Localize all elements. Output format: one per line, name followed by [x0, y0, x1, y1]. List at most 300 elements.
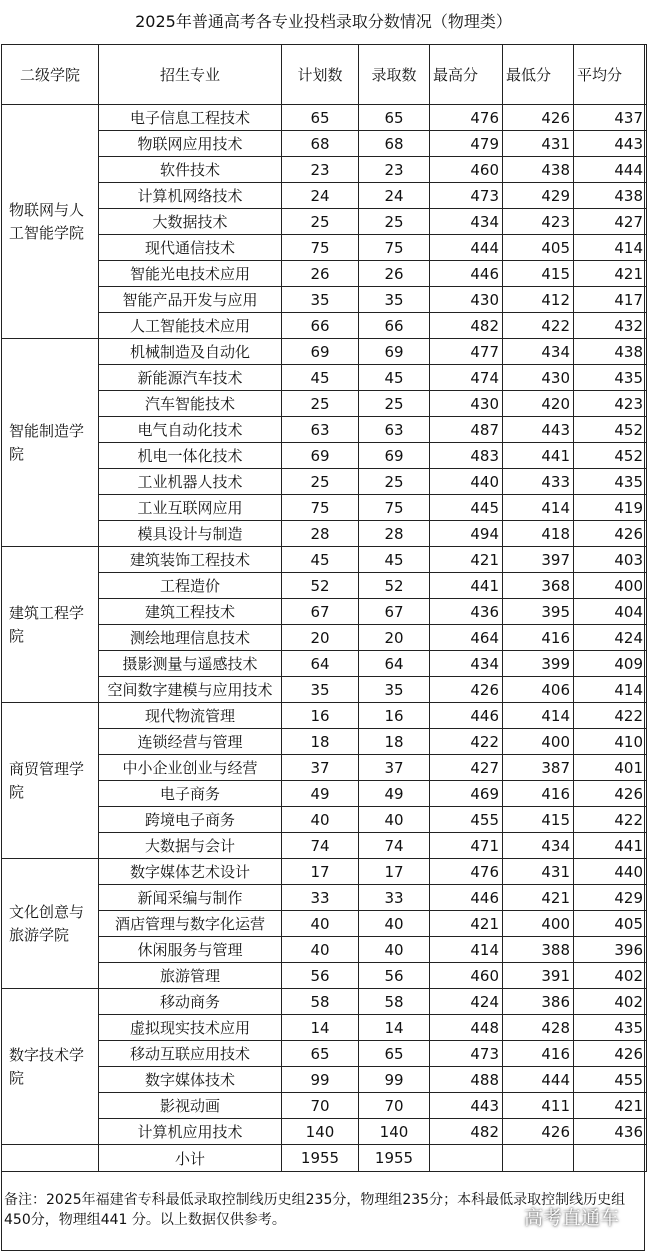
max-score-cell: 476 — [430, 859, 503, 885]
plan-count-cell: 68 — [282, 131, 359, 157]
admit-count-cell: 23 — [359, 157, 430, 183]
plan-count-cell: 26 — [282, 261, 359, 287]
admit-count-cell: 56 — [359, 963, 430, 989]
min-score-cell: 386 — [503, 989, 574, 1015]
min-score-cell: 414 — [503, 703, 574, 729]
min-score-cell: 441 — [503, 443, 574, 469]
table-row — [2, 703, 647, 729]
admit-count-cell: 33 — [359, 885, 430, 911]
major-cell: 建筑装饰工程技术 — [99, 547, 282, 573]
admit-count-cell: 25 — [359, 469, 430, 495]
avg-score-cell: 423 — [574, 391, 647, 417]
table-row — [2, 521, 647, 547]
major-cell: 现代通信技术 — [99, 235, 282, 261]
avg-score-cell: 419 — [574, 495, 647, 521]
avg-score-cell: 424 — [574, 625, 647, 651]
avg-score-cell: 410 — [574, 729, 647, 755]
admit-count-cell: 70 — [359, 1093, 430, 1119]
table-row — [2, 313, 647, 339]
major-cell: 酒店管理与数字化运营 — [99, 911, 282, 937]
admit-count-cell: 45 — [359, 365, 430, 391]
max-score-cell: 434 — [430, 651, 503, 677]
college-name-cell: 商贸管理学院 — [2, 703, 99, 859]
subtotal-empty-cell — [430, 1145, 503, 1172]
plan-count-cell: 40 — [282, 911, 359, 937]
max-score-cell: 482 — [430, 313, 503, 339]
major-cell: 休闲服务与管理 — [99, 937, 282, 963]
subtotal-label: 小计 — [99, 1145, 282, 1172]
major-cell: 中小企业创业与经营 — [99, 755, 282, 781]
admit-count-cell: 28 — [359, 521, 430, 547]
avg-score-cell: 426 — [574, 521, 647, 547]
subtotal-empty-cell — [2, 1145, 99, 1172]
admit-count-cell: 18 — [359, 729, 430, 755]
table-row — [2, 911, 647, 937]
admit-count-cell: 69 — [359, 339, 430, 365]
avg-score-cell: 440 — [574, 859, 647, 885]
table-row — [2, 365, 647, 391]
table-row — [2, 963, 647, 989]
max-score-cell: 421 — [430, 547, 503, 573]
avg-score-cell: 426 — [574, 781, 647, 807]
min-score-cell: 429 — [503, 183, 574, 209]
admit-count-cell: 49 — [359, 781, 430, 807]
avg-score-cell: 441 — [574, 833, 647, 859]
max-score-cell: 471 — [430, 833, 503, 859]
min-score-cell: 416 — [503, 1041, 574, 1067]
table-row — [2, 677, 647, 703]
admit-count-cell: 69 — [359, 443, 430, 469]
plan-count-cell: 70 — [282, 1093, 359, 1119]
header-max: 最高分 — [430, 45, 503, 105]
plan-count-cell: 40 — [282, 807, 359, 833]
min-score-cell: 434 — [503, 339, 574, 365]
table-row — [2, 599, 647, 625]
admit-count-cell: 35 — [359, 677, 430, 703]
major-cell: 工业互联网应用 — [99, 495, 282, 521]
plan-count-cell: 69 — [282, 443, 359, 469]
table-row — [2, 1067, 647, 1093]
plan-count-cell: 40 — [282, 937, 359, 963]
table-row — [2, 287, 647, 313]
min-score-cell: 400 — [503, 729, 574, 755]
max-score-cell: 448 — [430, 1015, 503, 1041]
major-cell: 连锁经营与管理 — [99, 729, 282, 755]
admit-count-cell: 99 — [359, 1067, 430, 1093]
min-score-cell: 426 — [503, 105, 574, 131]
admit-count-cell: 67 — [359, 599, 430, 625]
major-cell: 移动商务 — [99, 989, 282, 1015]
plan-count-cell: 25 — [282, 469, 359, 495]
avg-score-cell: 400 — [574, 573, 647, 599]
max-score-cell: 460 — [430, 157, 503, 183]
table-row — [2, 1119, 647, 1145]
college-name-cell: 建筑工程学院 — [2, 547, 99, 703]
admit-count-cell: 52 — [359, 573, 430, 599]
subtotal-empty-cell — [574, 1145, 647, 1172]
table-row — [2, 937, 647, 963]
table-row — [2, 391, 647, 417]
major-cell: 模具设计与制造 — [99, 521, 282, 547]
plan-count-cell: 45 — [282, 547, 359, 573]
major-cell: 机械制造及自动化 — [99, 339, 282, 365]
table-row — [2, 443, 647, 469]
header-plan: 计划数 — [282, 45, 359, 105]
max-score-cell: 477 — [430, 339, 503, 365]
plan-count-cell: 52 — [282, 573, 359, 599]
min-score-cell: 430 — [503, 365, 574, 391]
major-cell: 新闻采编与制作 — [99, 885, 282, 911]
avg-score-cell: 409 — [574, 651, 647, 677]
admit-count-cell: 64 — [359, 651, 430, 677]
table-row — [2, 417, 647, 443]
subtotal-empty-cell — [503, 1145, 574, 1172]
table-row — [2, 859, 647, 885]
plan-count-cell: 74 — [282, 833, 359, 859]
plan-count-cell: 64 — [282, 651, 359, 677]
min-score-cell: 415 — [503, 261, 574, 287]
min-score-cell: 426 — [503, 1119, 574, 1145]
college-name-cell: 文化创意与旅游学院 — [2, 859, 99, 989]
table-row — [2, 989, 647, 1015]
major-cell: 虚拟现实技术应用 — [99, 1015, 282, 1041]
admit-count-cell: 40 — [359, 807, 430, 833]
avg-score-cell: 429 — [574, 885, 647, 911]
max-score-cell: 487 — [430, 417, 503, 443]
major-cell: 计算机网络技术 — [99, 183, 282, 209]
admit-count-cell: 25 — [359, 209, 430, 235]
avg-score-cell: 402 — [574, 963, 647, 989]
avg-score-cell: 438 — [574, 183, 647, 209]
avg-score-cell: 417 — [574, 287, 647, 313]
major-cell: 大数据技术 — [99, 209, 282, 235]
max-score-cell: 430 — [430, 391, 503, 417]
avg-score-cell: 452 — [574, 443, 647, 469]
max-score-cell: 479 — [430, 131, 503, 157]
major-cell: 智能光电技术应用 — [99, 261, 282, 287]
avg-score-cell: 443 — [574, 131, 647, 157]
max-score-cell: 473 — [430, 1041, 503, 1067]
table-row — [2, 131, 647, 157]
major-cell: 电子商务 — [99, 781, 282, 807]
table-row — [2, 807, 647, 833]
min-score-cell: 438 — [503, 157, 574, 183]
max-score-cell: 469 — [430, 781, 503, 807]
table-row — [2, 781, 647, 807]
max-score-cell: 483 — [430, 443, 503, 469]
table-row — [2, 755, 647, 781]
avg-score-cell: 427 — [574, 209, 647, 235]
max-score-cell: 476 — [430, 105, 503, 131]
major-cell: 数字媒体技术 — [99, 1067, 282, 1093]
avg-score-cell: 403 — [574, 547, 647, 573]
max-score-cell: 446 — [430, 261, 503, 287]
avg-score-cell: 422 — [574, 703, 647, 729]
header-min: 最低分 — [503, 45, 574, 105]
min-score-cell: 412 — [503, 287, 574, 313]
admit-count-cell: 20 — [359, 625, 430, 651]
plan-count-cell: 63 — [282, 417, 359, 443]
major-cell: 电子信息工程技术 — [99, 105, 282, 131]
table-row — [2, 547, 647, 573]
table-row — [2, 105, 647, 131]
admit-count-cell: 40 — [359, 911, 430, 937]
max-score-cell: 436 — [430, 599, 503, 625]
table-title: 2025年普通高考各专业投档录取分数情况（物理类） — [135, 12, 512, 31]
header-admit: 录取数 — [359, 45, 430, 105]
avg-score-cell: 455 — [574, 1067, 647, 1093]
admit-count-cell: 65 — [359, 105, 430, 131]
min-score-cell: 416 — [503, 625, 574, 651]
max-score-cell: 427 — [430, 755, 503, 781]
min-score-cell: 388 — [503, 937, 574, 963]
major-cell: 工业机器人技术 — [99, 469, 282, 495]
min-score-cell: 397 — [503, 547, 574, 573]
college-name-cell: 智能制造学院 — [2, 339, 99, 547]
major-cell: 新能源汽车技术 — [99, 365, 282, 391]
min-score-cell: 434 — [503, 833, 574, 859]
admit-count-cell: 65 — [359, 1041, 430, 1067]
avg-score-cell: 432 — [574, 313, 647, 339]
admit-count-cell: 63 — [359, 417, 430, 443]
max-score-cell: 440 — [430, 469, 503, 495]
max-score-cell: 455 — [430, 807, 503, 833]
plan-count-cell: 37 — [282, 755, 359, 781]
avg-score-cell: 435 — [574, 365, 647, 391]
table-row — [2, 157, 647, 183]
major-cell: 数字媒体艺术设计 — [99, 859, 282, 885]
admit-count-cell: 75 — [359, 495, 430, 521]
max-score-cell: 426 — [430, 677, 503, 703]
plan-count-cell: 66 — [282, 313, 359, 339]
max-score-cell: 421 — [430, 911, 503, 937]
major-cell: 测绘地理信息技术 — [99, 625, 282, 651]
avg-score-cell: 414 — [574, 677, 647, 703]
max-score-cell: 414 — [430, 937, 503, 963]
min-score-cell: 399 — [503, 651, 574, 677]
major-cell: 影视动画 — [99, 1093, 282, 1119]
avg-score-cell: 452 — [574, 417, 647, 443]
max-score-cell: 445 — [430, 495, 503, 521]
plan-count-cell: 18 — [282, 729, 359, 755]
min-score-cell: 415 — [503, 807, 574, 833]
max-score-cell: 446 — [430, 885, 503, 911]
max-score-cell: 444 — [430, 235, 503, 261]
plan-count-cell: 69 — [282, 339, 359, 365]
min-score-cell: 400 — [503, 911, 574, 937]
max-score-cell: 464 — [430, 625, 503, 651]
min-score-cell: 444 — [503, 1067, 574, 1093]
major-cell: 电气自动化技术 — [99, 417, 282, 443]
max-score-cell: 474 — [430, 365, 503, 391]
avg-score-cell: 437 — [574, 105, 647, 131]
plan-count-cell: 49 — [282, 781, 359, 807]
min-score-cell: 423 — [503, 209, 574, 235]
avg-score-cell: 444 — [574, 157, 647, 183]
admit-count-cell: 24 — [359, 183, 430, 209]
table-row — [2, 1041, 647, 1067]
table-body — [2, 45, 647, 1172]
plan-count-cell: 16 — [282, 703, 359, 729]
admit-count-cell: 58 — [359, 989, 430, 1015]
min-score-cell: 422 — [503, 313, 574, 339]
plan-count-cell: 56 — [282, 963, 359, 989]
min-score-cell: 414 — [503, 495, 574, 521]
min-score-cell: 421 — [503, 885, 574, 911]
avg-score-cell: 396 — [574, 937, 647, 963]
avg-score-cell: 421 — [574, 1093, 647, 1119]
plan-count-cell: 65 — [282, 1041, 359, 1067]
avg-score-cell: 421 — [574, 261, 647, 287]
major-cell: 现代物流管理 — [99, 703, 282, 729]
max-score-cell: 441 — [430, 573, 503, 599]
min-score-cell: 391 — [503, 963, 574, 989]
min-score-cell: 395 — [503, 599, 574, 625]
min-score-cell: 433 — [503, 469, 574, 495]
min-score-cell: 416 — [503, 781, 574, 807]
table-row — [2, 339, 647, 365]
major-cell: 移动互联应用技术 — [99, 1041, 282, 1067]
college-name-cell: 数字技术学院 — [2, 989, 99, 1145]
min-score-cell: 406 — [503, 677, 574, 703]
plan-count-cell: 58 — [282, 989, 359, 1015]
table-row — [2, 885, 647, 911]
table-row — [2, 495, 647, 521]
plan-count-cell: 75 — [282, 235, 359, 261]
max-score-cell: 430 — [430, 287, 503, 313]
min-score-cell: 387 — [503, 755, 574, 781]
plan-count-cell: 35 — [282, 677, 359, 703]
admit-count-cell: 35 — [359, 287, 430, 313]
avg-score-cell: 404 — [574, 599, 647, 625]
min-score-cell: 368 — [503, 573, 574, 599]
max-score-cell: 488 — [430, 1067, 503, 1093]
major-cell: 工程造价 — [99, 573, 282, 599]
avg-score-cell: 426 — [574, 1041, 647, 1067]
table-row — [2, 833, 647, 859]
subtotal-row — [2, 1145, 647, 1172]
plan-count-cell: 140 — [282, 1119, 359, 1145]
plan-count-cell: 35 — [282, 287, 359, 313]
avg-score-cell: 405 — [574, 911, 647, 937]
major-cell: 软件技术 — [99, 157, 282, 183]
major-cell: 汽车智能技术 — [99, 391, 282, 417]
header-major: 招生专业 — [99, 45, 282, 105]
min-score-cell: 431 — [503, 131, 574, 157]
avg-score-cell: 422 — [574, 807, 647, 833]
table-row — [2, 469, 647, 495]
major-cell: 旅游管理 — [99, 963, 282, 989]
admit-count-cell: 45 — [359, 547, 430, 573]
max-score-cell: 434 — [430, 209, 503, 235]
admit-count-cell: 75 — [359, 235, 430, 261]
avg-score-cell: 435 — [574, 469, 647, 495]
watermark: 高考直通车 — [523, 1207, 619, 1229]
table-row — [2, 573, 647, 599]
plan-count-cell: 20 — [282, 625, 359, 651]
plan-count-cell: 33 — [282, 885, 359, 911]
plan-count-cell: 75 — [282, 495, 359, 521]
plan-count-cell: 45 — [282, 365, 359, 391]
max-score-cell: 482 — [430, 1119, 503, 1145]
major-cell: 人工智能技术应用 — [99, 313, 282, 339]
avg-score-cell: 402 — [574, 989, 647, 1015]
admit-count-cell: 140 — [359, 1119, 430, 1145]
avg-score-cell: 435 — [574, 1015, 647, 1041]
max-score-cell: 473 — [430, 183, 503, 209]
min-score-cell: 420 — [503, 391, 574, 417]
major-cell: 空间数字建模与应用技术 — [99, 677, 282, 703]
min-score-cell: 443 — [503, 417, 574, 443]
major-cell: 物联网应用技术 — [99, 131, 282, 157]
table-row — [2, 261, 647, 287]
plan-count-cell: 25 — [282, 391, 359, 417]
max-score-cell: 494 — [430, 521, 503, 547]
college-name-cell: 物联网与人工智能学院 — [2, 105, 99, 339]
subtotal-plan: 1955 — [282, 1145, 359, 1172]
major-cell: 智能产品开发与应用 — [99, 287, 282, 313]
admit-count-cell: 40 — [359, 937, 430, 963]
table-row — [2, 1015, 647, 1041]
plan-count-cell: 65 — [282, 105, 359, 131]
table-row — [2, 235, 647, 261]
min-score-cell: 431 — [503, 859, 574, 885]
table-row — [2, 183, 647, 209]
admit-count-cell: 26 — [359, 261, 430, 287]
avg-score-cell: 401 — [574, 755, 647, 781]
max-score-cell: 460 — [430, 963, 503, 989]
table-row — [2, 209, 647, 235]
subtotal-admit: 1955 — [359, 1145, 430, 1172]
header-row — [2, 45, 647, 105]
avg-score-cell: 438 — [574, 339, 647, 365]
max-score-cell: 422 — [430, 729, 503, 755]
plan-count-cell: 23 — [282, 157, 359, 183]
table-row — [2, 1093, 647, 1119]
plan-count-cell: 25 — [282, 209, 359, 235]
max-score-cell: 446 — [430, 703, 503, 729]
major-cell: 计算机应用技术 — [99, 1119, 282, 1145]
min-score-cell: 418 — [503, 521, 574, 547]
header-college: 二级学院 — [2, 45, 99, 105]
admit-count-cell: 74 — [359, 833, 430, 859]
admit-count-cell: 17 — [359, 859, 430, 885]
plan-count-cell: 99 — [282, 1067, 359, 1093]
plan-count-cell: 14 — [282, 1015, 359, 1041]
admit-count-cell: 68 — [359, 131, 430, 157]
admit-count-cell: 25 — [359, 391, 430, 417]
major-cell: 摄影测量与遥感技术 — [99, 651, 282, 677]
header-avg: 平均分 — [574, 45, 647, 105]
avg-score-cell: 414 — [574, 235, 647, 261]
plan-count-cell: 17 — [282, 859, 359, 885]
max-score-cell: 443 — [430, 1093, 503, 1119]
min-score-cell: 411 — [503, 1093, 574, 1119]
max-score-cell: 424 — [430, 989, 503, 1015]
min-score-cell: 405 — [503, 235, 574, 261]
table-row — [2, 625, 647, 651]
admit-count-cell: 16 — [359, 703, 430, 729]
plan-count-cell: 28 — [282, 521, 359, 547]
admit-count-cell: 37 — [359, 755, 430, 781]
major-cell: 大数据与会计 — [99, 833, 282, 859]
major-cell: 跨境电子商务 — [99, 807, 282, 833]
major-cell: 机电一体化技术 — [99, 443, 282, 469]
footnote: 备注：2025年福建省专科最低录取控制线历史组235分，物理组235分；本科最低录取控制线历史组 450分，物理组441 分。以上数据仅供参考。 — [4, 1192, 640, 1228]
major-cell: 建筑工程技术 — [99, 599, 282, 625]
table-row — [2, 729, 647, 755]
plan-count-cell: 24 — [282, 183, 359, 209]
